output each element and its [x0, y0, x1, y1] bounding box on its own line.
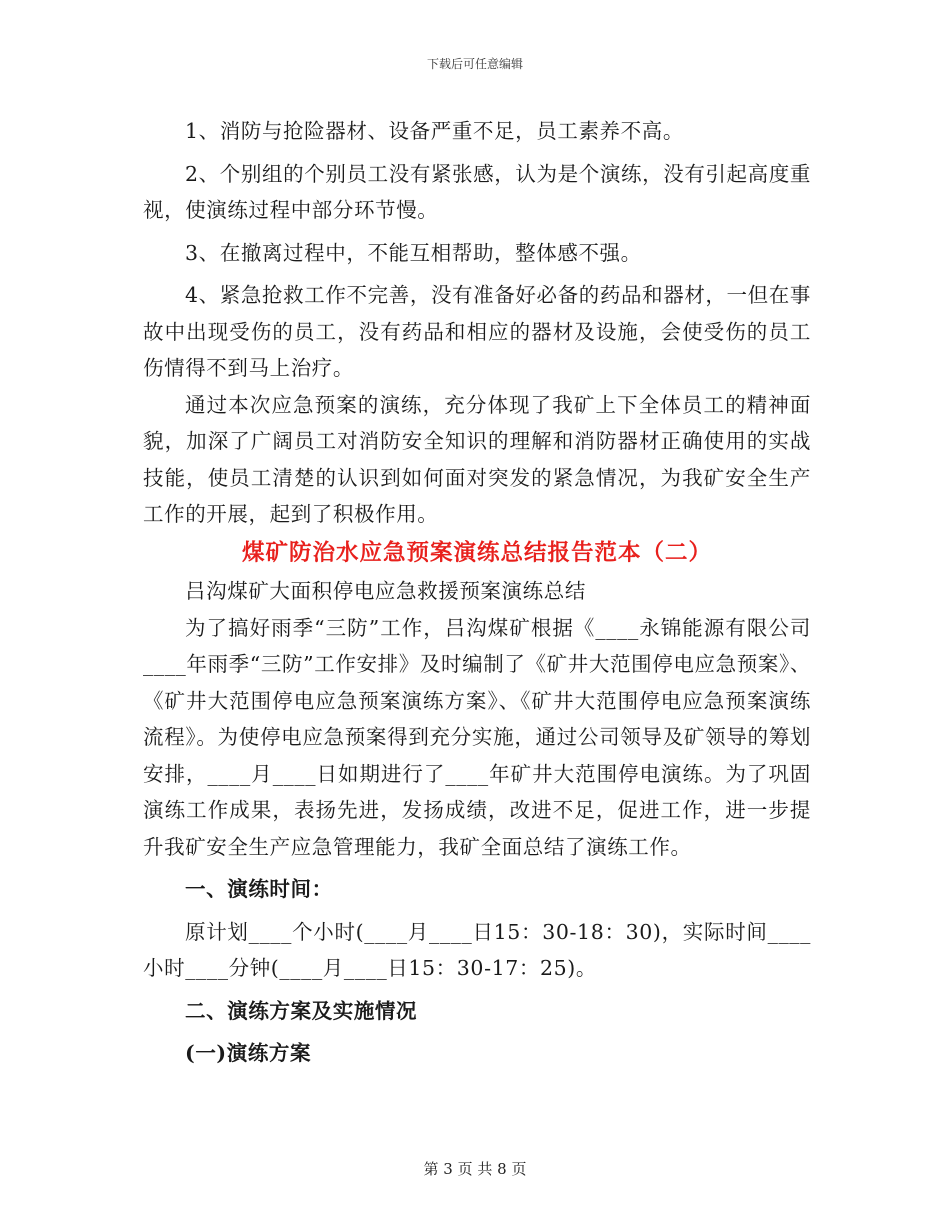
summary-paragraph: 通过本次应急预案的演练，充分体现了我矿上下全体员工的精神面貌，加深了广阔员工对消防安全知识的理解和消防器材正确使用的实战技能，使员工清楚的认识到如何面对突发的紧急情况，为我矿安全生产工作的开展，起到了积极作用。: [143, 392, 811, 526]
heading-plan-sub: (一)演练方案: [185, 1041, 312, 1065]
list-item-4: 4、紧急抢救工作不完善，没有准备好必备的药品和器材，一但在事故中出现受伤的员工，没有药品和相应的器材及设施，会使受伤的员工伤情得不到马上治疗。: [143, 283, 811, 380]
document-body: [143, 113, 811, 1072]
list-item-2: 2、个别组的个别员工没有紧张感，认为是个演练，没有引起高度重视，使演练过程中部分环节慢。: [143, 161, 811, 222]
page-footer: 第 3 页 共 8 页: [423, 1160, 527, 1178]
subtitle-paragraph: 吕沟煤矿大面积停电应急救援预案演练总结: [185, 579, 586, 603]
heading-drill-time: 一、演练时间：: [185, 877, 333, 901]
heading-drill-plan: 二、演练方案及实施情况: [185, 998, 418, 1023]
section-title: 煤矿防治水应急预案演练总结报告范本（二）: [241, 539, 712, 566]
list-item-1: 1、消防与抢险器材、设备严重不足，员工素养不高。: [185, 119, 684, 143]
intro-paragraph: 为了搞好雨季“三防”工作，吕沟煤矿根据《____永锦能源有限公司____年雨季“三防”工作安排》及时编制了《矿井大范围停电应急预案》、《矿井大范围停电应急预案演练方案》、《矿井大范围停电应急预案演练流程》。为使停电应急预案得到充分实施，通过公司领导及矿领导的筹划安排，____月____日如期进行了____年矿井大范围停电演练。为了巩固演练工作成果，表扬先进，发扬成绩，改进不足，促进工作，进一步提升我矿安全生产应急管理能力，我矿全面总结了演练工作。: [143, 615, 811, 859]
page-header: 下载后可任意编辑: [426, 57, 523, 71]
list-item-3: 3、在撤离过程中，不能互相帮助，整体感不强。: [185, 240, 642, 265]
drill-time-paragraph: 原计划____个小时(____月____日15：30-18：30)，实际时间____小时____分钟(____月____日15：30-17：25)。: [143, 919, 811, 980]
